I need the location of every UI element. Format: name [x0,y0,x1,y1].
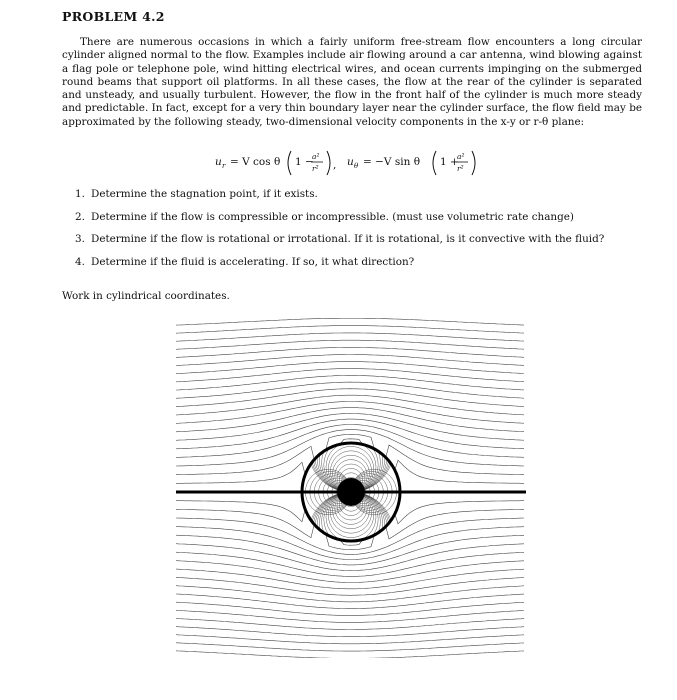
question-number: 3. [75,233,85,245]
streamline-figure [176,318,526,658]
streamline [176,610,524,622]
velocity-equations [205,146,505,180]
streamline [176,382,524,398]
question-number: 2. [75,210,85,223]
streamline [176,402,524,424]
ur-rhs: = V cos θ [230,156,281,168]
ur-sign: 1 − [295,156,314,168]
streamline [176,518,524,554]
ut-denominator: r² [457,164,464,173]
streamline [176,569,524,589]
streamline [176,340,524,349]
ut-paren-open [433,151,436,175]
streamline [176,389,524,407]
ur-paren-open [288,151,291,175]
streamline [176,413,524,440]
question-text: Determine if the flow is rotational or irrotational. If it is rotational, is it convective with the fluid? [91,233,605,245]
streamline [176,362,524,374]
ut-symbol: u [347,156,354,168]
ut-subscript: θ [354,162,359,170]
question-text: Determine if the flow is compressible or incompressible. (must use volumetric rate change) [91,210,574,223]
ur-paren-close [327,151,330,175]
problem-title: PROBLEM 4.2 [62,9,165,24]
streamline [176,430,524,466]
equation-separator: , [333,159,337,171]
streamline [176,544,524,571]
question-number: 4. [75,255,85,268]
coordinate-note: Work in cylindrical coordinates. [62,290,230,302]
streamline [176,375,524,390]
question-item [75,211,604,234]
streamline [176,355,524,366]
streamline [176,318,524,325]
streamline [176,586,524,602]
streamline [176,326,524,334]
ut-rhs: = −V sin θ [363,156,421,168]
streamline [176,577,524,595]
streamline [176,635,524,644]
streamline [176,395,524,415]
streamline [176,561,524,583]
streamline [176,651,524,658]
ut-numerator: a² [457,152,465,161]
ut-paren-close [472,151,475,175]
question-text: Determine the stagnation point, if it exists. [91,188,318,200]
problem-description: There are numerous occasions in which a fairly uniform free-stream flow encounters a long circular cylinder aligned normal to the flow. Examples include air flowing around a car antenna, wind blowing against a flag pole or telephone pole, wind hitting electrical wires, and ocean currents impinging on the submerged round beams that support oil platforms. In all these cases, the flow at the rear of the cylinder is separated and unsteady, and usually turbulent. However, the flow in the front half of the cylinder is much more steady and predictable. In fact, except for a very thin boundary layer near the cylinder surface, the flow field may be approximated by the following steady, two-dimensional velocity components in the x-y or r-θ plane: [62,36,642,128]
doublet-core [337,478,365,506]
ur-symbol: u [215,156,222,168]
streamline [176,594,524,609]
question-list [75,188,604,278]
ut-sign: 1 + [440,156,459,168]
streamline [176,619,524,630]
ur-numerator: a² [312,152,320,161]
question-text: Determine if the fluid is accelerating. If so, it what direction? [91,255,415,268]
streamline [176,627,524,637]
question-item [75,188,604,211]
ur-denominator: r² [312,164,319,173]
ur-subscript: r [222,162,226,170]
question-item [75,233,604,256]
question-item [75,256,604,279]
question-number: 1. [75,188,85,200]
streamline [176,347,524,357]
